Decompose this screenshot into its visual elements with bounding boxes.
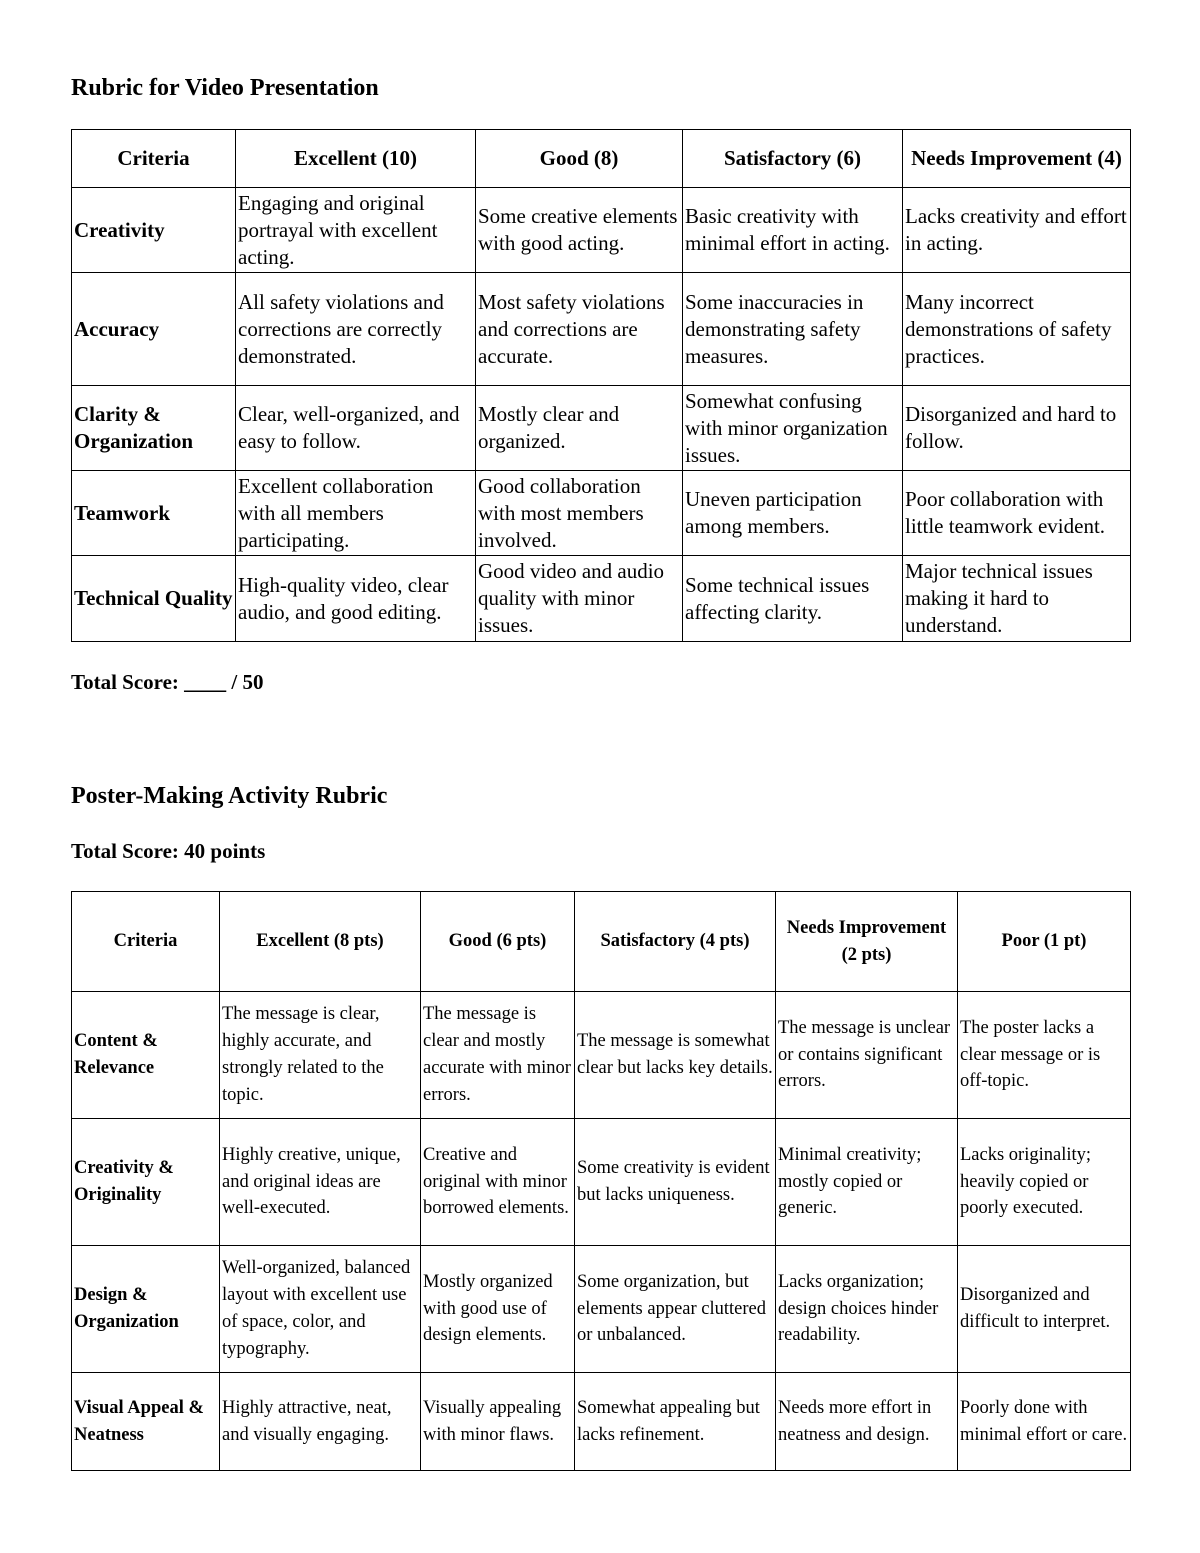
table-row: [72, 1246, 1131, 1373]
rubric-cell: Mostly clear and organized.: [476, 386, 683, 471]
criterion-cell: Visual Appeal & Neatness: [72, 1373, 220, 1471]
rubric-cell: Excellent collaboration with all members participating.: [236, 471, 476, 556]
table-row: [72, 386, 1131, 471]
rubric-cell: The poster lacks a clear message or is off-topic.: [958, 992, 1131, 1119]
header-cell: Satisfactory (4 pts): [575, 892, 776, 992]
table-row: [72, 1373, 1131, 1471]
table-row: [72, 1119, 1131, 1246]
rubric-cell: Engaging and original portrayal with excellent acting.: [236, 188, 476, 273]
table-row: [72, 273, 1131, 386]
rubric-cell: Some creativity is evident but lacks uniqueness.: [575, 1119, 776, 1246]
video-total-score: Total Score: ____ / 50: [71, 670, 264, 694]
table-row: [72, 556, 1131, 642]
rubric-cell: Uneven participation among members.: [683, 471, 903, 556]
rubric-cell: Some inaccuracies in demonstrating safety measures.: [683, 273, 903, 386]
criterion-cell: Creativity: [72, 188, 236, 273]
rubric-cell: Visually appealing with minor flaws.: [421, 1373, 575, 1471]
rubric-cell: All safety violations and corrections are correctly demonstrated.: [236, 273, 476, 386]
rubric-cell: Disorganized and difficult to interpret.: [958, 1246, 1131, 1373]
rubric-cell: Somewhat confusing with minor organization issues.: [683, 386, 903, 471]
table-header-row: [72, 130, 1131, 188]
rubric-cell: Lacks originality; heavily copied or poorly executed.: [958, 1119, 1131, 1246]
rubric-cell: The message is clear and mostly accurate with minor errors.: [421, 992, 575, 1119]
rubric-cell: Most safety violations and corrections are accurate.: [476, 273, 683, 386]
rubric-cell: Basic creativity with minimal effort in acting.: [683, 188, 903, 273]
header-cell: Needs Improvement (4): [903, 130, 1131, 188]
video-rubric-title: Rubric for Video Presentation: [71, 75, 379, 101]
criterion-cell: Creativity & Originality: [72, 1119, 220, 1246]
criterion-cell: Content & Relevance: [72, 992, 220, 1119]
criterion-cell: Clarity & Organization: [72, 386, 236, 471]
table-row: [72, 471, 1131, 556]
rubric-cell: Disorganized and hard to follow.: [903, 386, 1131, 471]
rubric-cell: Highly creative, unique, and original ideas are well-executed.: [220, 1119, 421, 1246]
criterion-cell: Design & Organization: [72, 1246, 220, 1373]
rubric-cell: The message is unclear or contains significant errors.: [776, 992, 958, 1119]
rubric-cell: Good video and audio quality with minor issues.: [476, 556, 683, 642]
rubric-cell: Poorly done with minimal effort or care.: [958, 1373, 1131, 1471]
rubric-cell: Major technical issues making it hard to understand.: [903, 556, 1131, 642]
poster-rubric-title: Poster-Making Activity Rubric: [71, 783, 388, 809]
header-cell: Poor (1 pt): [958, 892, 1131, 992]
rubric-cell: Somewhat appealing but lacks refinement.: [575, 1373, 776, 1471]
rubric-cell: The message is clear, highly accurate, and strongly related to the topic.: [220, 992, 421, 1119]
table-row: [72, 188, 1131, 273]
header-cell: Criteria: [72, 130, 236, 188]
criterion-cell: Accuracy: [72, 273, 236, 386]
rubric-cell: Minimal creativity; mostly copied or generic.: [776, 1119, 958, 1246]
table-row: [72, 992, 1131, 1119]
header-cell: Good (6 pts): [421, 892, 575, 992]
header-cell: Needs Improvement (2 pts): [776, 892, 958, 992]
rubric-cell: High-quality video, clear audio, and good editing.: [236, 556, 476, 642]
rubric-cell: Many incorrect demonstrations of safety practices.: [903, 273, 1131, 386]
rubric-cell: Creative and original with minor borrowed elements.: [421, 1119, 575, 1246]
header-cell: Satisfactory (6): [683, 130, 903, 188]
rubric-cell: Lacks creativity and effort in acting.: [903, 188, 1131, 273]
poster-total-score: Total Score: 40 points: [71, 839, 266, 863]
rubric-cell: Mostly organized with good use of design elements.: [421, 1246, 575, 1373]
rubric-cell: Well-organized, balanced layout with excellent use of space, color, and typography.: [220, 1246, 421, 1373]
rubric-cell: Good collaboration with most members involved.: [476, 471, 683, 556]
rubric-cell: Poor collaboration with little teamwork evident.: [903, 471, 1131, 556]
header-cell: Excellent (10): [236, 130, 476, 188]
rubric-cell: Some creative elements with good acting.: [476, 188, 683, 273]
rubric-cell: Needs more effort in neatness and design.: [776, 1373, 958, 1471]
criterion-cell: Teamwork: [72, 471, 236, 556]
rubric-cell: Highly attractive, neat, and visually engaging.: [220, 1373, 421, 1471]
header-cell: Excellent (8 pts): [220, 892, 421, 992]
rubric-cell: Some organization, but elements appear cluttered or unbalanced.: [575, 1246, 776, 1373]
rubric-cell: Some technical issues affecting clarity.: [683, 556, 903, 642]
video-rubric-table: [71, 129, 1131, 642]
criterion-cell: Technical Quality: [72, 556, 236, 642]
header-cell: Criteria: [72, 892, 220, 992]
poster-rubric-table: [71, 891, 1131, 1471]
rubric-cell: The message is somewhat clear but lacks key details.: [575, 992, 776, 1119]
header-cell: Good (8): [476, 130, 683, 188]
rubric-cell: Clear, well-organized, and easy to follow.: [236, 386, 476, 471]
table-header-row: [72, 892, 1131, 992]
rubric-cell: Lacks organization; design choices hinder readability.: [776, 1246, 958, 1373]
